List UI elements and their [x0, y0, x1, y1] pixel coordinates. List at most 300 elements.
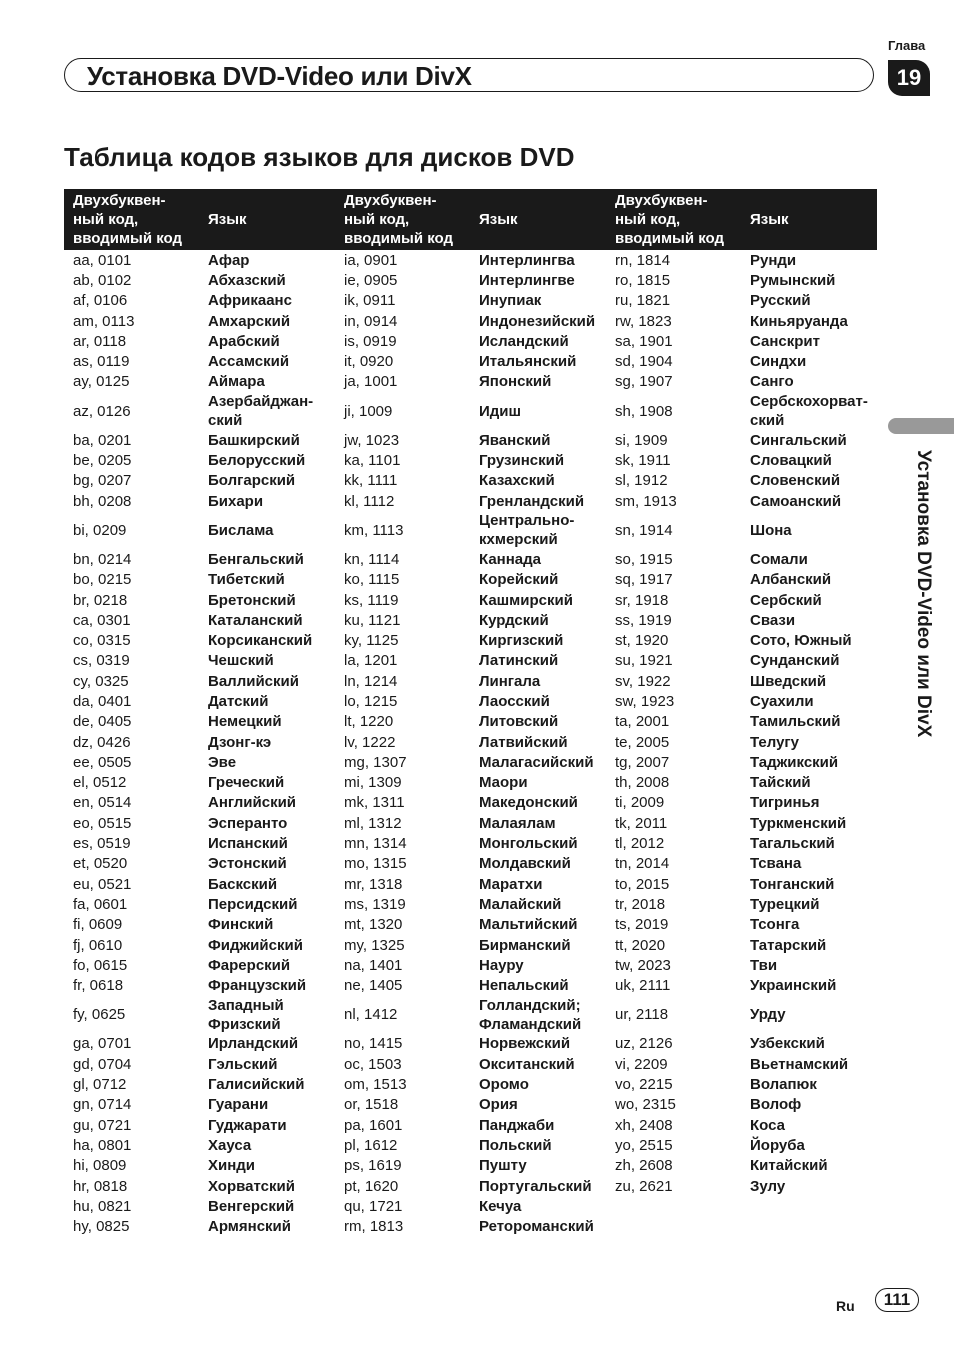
table-row [64, 874, 877, 894]
language-code-cell: sl, 1912 [615, 472, 668, 490]
language-code-cell: mo, 1315 [344, 855, 407, 873]
language-code-cell: ru, 1821 [615, 292, 671, 310]
language-code-cell [606, 1196, 741, 1216]
language-code-cell: hr, 0818 [73, 1177, 128, 1195]
language-code-cell: tg, 2007 [615, 753, 670, 771]
language-code-cell: yo, 2515 [615, 1136, 673, 1154]
language-code-cell: tr, 2018 [615, 895, 666, 913]
header-title: Установка DVD-Video или DivX [87, 61, 472, 91]
language-code-cell: tt, 2020 [615, 936, 666, 954]
language-code-cell: bh, 0208 [73, 492, 132, 510]
language-code-cell: in, 0914 [344, 312, 398, 330]
language-name-cell: Самоанский [750, 492, 842, 510]
language-code-cell: ka, 1101 [344, 452, 401, 470]
language-code-cell: fo, 0615 [73, 956, 128, 974]
language-code-cell: so, 1915 [615, 550, 673, 568]
language-code-cell: sg, 1907 [615, 373, 673, 391]
language-name-cell: Венгерский [208, 1197, 295, 1215]
language-name-cell: Панджаби [479, 1116, 555, 1134]
language-name-cell: Центрально-кхмерский [479, 512, 575, 549]
language-name-cell: Маори [479, 774, 528, 792]
language-code-cell: br, 0218 [73, 591, 128, 609]
language-name-cell: Киньяруанда [750, 312, 848, 330]
language-code-cell: to, 2015 [615, 875, 670, 893]
language-name-cell: Малаялам [479, 814, 556, 832]
language-name-cell: Латинский [479, 652, 559, 670]
language-code-cell: km, 1113 [344, 521, 404, 539]
language-code-cell: gn, 0714 [73, 1096, 132, 1114]
language-name-cell: Валлийский [208, 672, 299, 690]
language-code-cell: ms, 1319 [344, 895, 406, 913]
language-code-cell: lt, 1220 [344, 713, 394, 731]
language-name-cell: Ретороманский [479, 1218, 594, 1236]
language-code-cell: kn, 1114 [344, 550, 400, 568]
language-code-cell: ln, 1214 [344, 672, 398, 690]
language-name-cell: Сомали [750, 550, 808, 568]
language-code-cell: cs, 0319 [73, 652, 130, 670]
table-row [64, 291, 877, 311]
table-row [64, 793, 877, 813]
language-name-cell: Рунди [750, 251, 797, 269]
table-row [64, 1196, 877, 1216]
language-name-cell: Кечуа [479, 1197, 522, 1215]
language-code-cell: hy, 0825 [73, 1218, 130, 1236]
language-code-cell: ia, 0901 [344, 251, 398, 269]
language-code-cell: th, 2008 [615, 774, 670, 792]
language-code-cell: tl, 2012 [615, 835, 665, 853]
language-code-cell: gd, 0704 [73, 1055, 132, 1073]
language-code-cell: cy, 0325 [73, 672, 129, 690]
language-code-cell: mn, 1314 [344, 835, 407, 853]
table-row [64, 372, 877, 392]
language-name-cell: Ирландский [208, 1035, 299, 1053]
language-code-cell: en, 0514 [73, 794, 132, 812]
language-name-cell: Украинский [750, 977, 837, 995]
language-code-cell: sr, 1918 [615, 591, 669, 609]
language-code-cell: ks, 1119 [344, 591, 399, 609]
language-code-cell: be, 0205 [73, 452, 132, 470]
language-name-cell: Голландский; Фламандский [479, 996, 582, 1033]
language-name-cell: Албанский [750, 571, 832, 589]
language-name-cell: Таджикский [750, 753, 839, 771]
language-name-cell: Чешский [208, 652, 274, 670]
language-code-cell: uk, 2111 [615, 977, 671, 995]
language-name-cell: Науру [479, 956, 524, 974]
language-name-cell: Свази [750, 611, 796, 629]
language-name-cell: Бенгальский [208, 550, 304, 568]
language-code-cell: ji, 1009 [344, 402, 393, 420]
language-name-cell: Каталанский [208, 611, 303, 629]
language-name-cell: Гэльский [208, 1055, 278, 1073]
language-code-cell: zh, 2608 [615, 1157, 673, 1175]
table-row [64, 813, 877, 833]
language-name-cell: Финский [208, 916, 274, 934]
table-row [64, 590, 877, 610]
language-name-cell: Зулу [750, 1177, 786, 1195]
language-code-cell: su, 1921 [615, 652, 673, 670]
language-name-cell: Курдский [479, 611, 549, 629]
language-name-cell: Пушту [479, 1157, 527, 1175]
language-code-cell: sk, 1911 [615, 452, 671, 470]
language-code-cell: pa, 1601 [344, 1116, 403, 1134]
language-name-cell: Индонезийский [479, 312, 596, 330]
language-name-cell: Ория [479, 1096, 518, 1114]
language-name-cell: Македонский [479, 794, 578, 812]
language-name-cell: Итальянский [479, 353, 577, 371]
language-code-cell: kl, 1112 [344, 492, 395, 510]
language-code-cell: mr, 1318 [344, 875, 403, 893]
language-name-cell: Волоф [750, 1096, 802, 1114]
language-name-cell: Телугу [750, 733, 800, 751]
language-name-cell: Португальский [479, 1177, 592, 1195]
language-code-cell: mt, 1320 [344, 916, 403, 934]
language-code-table [64, 189, 877, 1237]
language-code-cell: ro, 1815 [615, 271, 671, 289]
table-row [64, 1135, 877, 1155]
language-code-cell: ab, 0102 [73, 271, 132, 289]
language-name-cell: Азербайджан-ский [208, 393, 314, 430]
language-name-cell: Коса [750, 1116, 785, 1134]
table-row [64, 471, 877, 491]
table-row [64, 1095, 877, 1115]
language-name-cell: Турецкий [750, 895, 820, 913]
table-row [64, 570, 877, 590]
language-name-cell: Тибетский [208, 571, 285, 589]
language-code-cell: sa, 1901 [615, 332, 673, 350]
language-name-cell: Бихари [208, 492, 264, 510]
language-code-cell: oc, 1503 [344, 1055, 402, 1073]
language-code-cell: jw, 1023 [344, 431, 400, 449]
table-row [64, 1115, 877, 1135]
language-code-cell: qu, 1721 [344, 1197, 403, 1215]
language-code-cell: am, 0113 [73, 312, 135, 330]
language-code-cell: hu, 0821 [73, 1197, 132, 1215]
language-code-cell: fa, 0601 [73, 895, 128, 913]
page-number: 111 [875, 1288, 919, 1312]
language-code-cell: tw, 2023 [615, 956, 671, 974]
table-row [64, 1156, 877, 1176]
language-code-cell: af, 0106 [73, 292, 128, 310]
language-code-cell: rw, 1823 [615, 312, 672, 330]
language-name-cell: Молдавский [479, 855, 571, 873]
language-name-cell: Аймара [208, 373, 265, 391]
language-name-cell: Дзонг-кэ [208, 733, 272, 751]
column-header-language: Язык [199, 189, 335, 250]
language-name-cell: Английский [208, 794, 297, 812]
language-name-cell: Мальтийский [479, 916, 578, 934]
language-code-cell: sn, 1914 [615, 521, 673, 539]
language-name-cell: Хинди [208, 1157, 256, 1175]
language-name-cell: Тамильский [750, 713, 841, 731]
language-code-cell: eo, 0515 [73, 814, 132, 832]
table-row [64, 610, 877, 630]
table-row [64, 651, 877, 671]
column-header-code: Двухбуквен-ный код, вводимый код [64, 189, 199, 250]
language-name-cell: Гренландский [479, 492, 585, 510]
language-code-cell: az, 0126 [73, 402, 131, 420]
language-code-cell: om, 1513 [344, 1076, 407, 1094]
chapter-number: 19 [888, 60, 930, 96]
language-code-cell: el, 0512 [73, 774, 127, 792]
language-name-cell: Сербский [750, 591, 822, 609]
language-name-cell: Санскрит [750, 332, 820, 350]
language-code-cell: ie, 0905 [344, 271, 398, 289]
language-name-cell: Русский [750, 292, 811, 310]
language-code-cell: ee, 0505 [73, 753, 132, 771]
language-name-cell: Словацкий [750, 452, 832, 470]
language-code-cell: lv, 1222 [344, 733, 396, 751]
language-name-cell: Тигринья [750, 794, 820, 812]
language-code-cell: or, 1518 [344, 1096, 399, 1114]
language-name-cell: Суахили [750, 692, 814, 710]
language-code-cell: ml, 1312 [344, 814, 402, 832]
language-name-cell: Африкаанс [208, 292, 292, 310]
language-name-cell: Сингальский [750, 431, 847, 449]
table-row [64, 511, 877, 549]
table-row [64, 935, 877, 955]
language-code-cell: de, 0405 [73, 713, 132, 731]
language-code-cell: no, 1415 [344, 1035, 403, 1053]
language-name-cell: Татарский [750, 936, 827, 954]
language-name-cell: Хорватский [208, 1177, 295, 1195]
language-code-cell: as, 0119 [73, 353, 130, 371]
language-name-cell: Датский [208, 692, 269, 710]
language-name-cell: Каннада [479, 550, 542, 568]
language-code-cell: la, 1201 [344, 652, 398, 670]
language-code-cell: mk, 1311 [344, 794, 405, 812]
language-name-cell: Вьетнамский [750, 1055, 849, 1073]
language-name-cell: Испанский [208, 835, 288, 853]
language-name-cell: Японский [479, 373, 552, 391]
language-name-cell: Персидский [208, 895, 298, 913]
language-name-cell: Корейский [479, 571, 559, 589]
language-code-cell: pt, 1620 [344, 1177, 399, 1195]
table-row [64, 712, 877, 732]
language-code-cell: na, 1401 [344, 956, 403, 974]
language-name-cell: Бретонский [208, 591, 296, 609]
language-name-cell: Румынский [750, 271, 836, 289]
table-row [64, 311, 877, 331]
table-row [64, 773, 877, 793]
language-code-cell: fi, 0609 [73, 916, 123, 934]
language-code-cell: ss, 1919 [615, 611, 672, 629]
language-code-cell: rm, 1813 [344, 1218, 404, 1236]
language-name-cell: Баскский [208, 875, 278, 893]
language-code-cell: es, 0519 [73, 835, 131, 853]
language-name-cell: Тсвана [750, 855, 802, 873]
language-name-cell: Литовский [479, 713, 559, 731]
language-name-cell: Киргизский [479, 632, 564, 650]
language-name-cell: Узбекский [750, 1035, 825, 1053]
language-name-cell: Греческий [208, 774, 285, 792]
language-code-cell: ba, 0201 [73, 431, 132, 449]
language-name-cell: Тагальский [750, 835, 835, 853]
table-row [64, 1176, 877, 1196]
language-name-cell: Эсперанто [208, 814, 288, 832]
language-code-cell: co, 0315 [73, 632, 131, 650]
table-row [64, 430, 877, 450]
header-bar [64, 58, 874, 92]
table-row [64, 691, 877, 711]
language-name-cell: Абхазский [208, 271, 286, 289]
language-name-cell: Непальский [479, 977, 569, 995]
language-name-cell: Волапюк [750, 1076, 817, 1094]
table-row [64, 833, 877, 853]
language-name-cell [741, 1196, 877, 1216]
language-code-cell: wo, 2315 [615, 1096, 676, 1114]
language-name-cell: Синдхи [750, 353, 807, 371]
language-name-cell: Башкирский [208, 431, 300, 449]
language-name-cell: Исландский [479, 332, 569, 350]
language-name-cell: Афар [208, 251, 250, 269]
language-name-cell: Казахский [479, 472, 555, 490]
language-code-cell: ik, 0911 [344, 292, 396, 310]
language-code-cell: st, 1920 [615, 632, 669, 650]
language-code-cell: sv, 1922 [615, 672, 671, 690]
language-name-cell: Тсонга [750, 916, 800, 934]
language-code-cell: et, 0520 [73, 855, 128, 873]
language-code-cell: ha, 0801 [73, 1136, 132, 1154]
language-name-cell: Польский [479, 1136, 552, 1154]
language-name-cell: Корсиканский [208, 632, 313, 650]
language-code-cell: mg, 1307 [344, 753, 407, 771]
language-name-cell: Грузинский [479, 452, 565, 470]
language-code-cell: sq, 1917 [615, 571, 673, 589]
language-name-cell: Хауса [208, 1136, 252, 1154]
language-name-cell: Эве [208, 753, 237, 771]
language-code-cell: ts, 2019 [615, 916, 669, 934]
language-code-cell: dz, 0426 [73, 733, 131, 751]
language-code-cell: te, 2005 [615, 733, 670, 751]
table-row [64, 1074, 877, 1094]
language-code-cell: ko, 1115 [344, 571, 400, 589]
language-code-cell: sh, 1908 [615, 402, 673, 420]
language-code-cell: aa, 0101 [73, 251, 132, 269]
language-name-cell: Галисийский [208, 1076, 305, 1094]
language-code-cell: ti, 2009 [615, 794, 665, 812]
table-row [64, 752, 877, 772]
language-name-cell: Интерлингва [479, 251, 575, 269]
language-name-cell: Бирманский [479, 936, 571, 954]
column-header-language: Язык [470, 189, 606, 250]
language-name-cell: Фиджийский [208, 936, 303, 954]
table-header-row [64, 189, 877, 250]
language-name-cell: Сербскохорват-ский [750, 393, 868, 430]
language-name-cell: Яванский [479, 431, 551, 449]
language-code-cell: fy, 0625 [73, 1006, 126, 1024]
language-code-cell: bg, 0207 [73, 472, 132, 490]
language-code-cell: ga, 0701 [73, 1035, 132, 1053]
language-name-cell: Западный Фризский [208, 996, 284, 1033]
table-row [64, 955, 877, 975]
column-header-code: Двухбуквен-ный код, вводимый код [335, 189, 470, 250]
language-name-cell: Армянский [208, 1218, 291, 1236]
language-name-cell: Шона [750, 521, 792, 539]
table-row [64, 1054, 877, 1074]
table-row [64, 549, 877, 569]
table-row [64, 450, 877, 470]
language-code-cell: zu, 2621 [615, 1177, 673, 1195]
language-code-cell: nl, 1412 [344, 1006, 398, 1024]
language-code-cell: it, 0920 [344, 353, 394, 371]
language-code-cell: si, 1909 [615, 431, 668, 449]
language-name-cell: Словенский [750, 472, 841, 490]
language-code-cell: my, 1325 [344, 936, 405, 954]
language-name-cell: Французский [208, 977, 307, 995]
language-code-cell: ta, 2001 [615, 713, 670, 731]
language-code-cell: gl, 0712 [73, 1076, 127, 1094]
table-row [64, 630, 877, 650]
language-code-cell: sw, 1923 [615, 692, 675, 710]
language-name-cell: Кашмирский [479, 591, 573, 609]
language-code-cell: vi, 2209 [615, 1055, 668, 1073]
language-code-cell: bn, 0214 [73, 550, 132, 568]
language-name-cell: Идиш [479, 402, 522, 420]
language-code-cell: bo, 0215 [73, 571, 132, 589]
column-header-code: Двухбуквен-ный код, вводимый код [606, 189, 741, 250]
language-name-cell: Малайский [479, 895, 562, 913]
language-name-cell: Лаосский [479, 692, 550, 710]
table-row [64, 976, 877, 996]
table-row [64, 250, 877, 270]
language-code-cell: bi, 0209 [73, 521, 127, 539]
language-name-cell: Монгольский [479, 835, 578, 853]
table-row [64, 351, 877, 371]
table-row [64, 1216, 877, 1236]
table-row [64, 392, 877, 430]
language-name-cell: Амхарский [208, 312, 291, 330]
table-row [64, 732, 877, 752]
language-code-cell: ku, 1121 [344, 611, 401, 629]
language-name-cell: Фарерский [208, 956, 291, 974]
side-section-label: Установка DVD-Video или DivX [913, 450, 934, 738]
language-name-cell: Тайский [750, 774, 811, 792]
language-code-cell: ja, 1001 [344, 373, 398, 391]
column-header-language: Язык [741, 189, 877, 250]
language-code-cell: ca, 0301 [73, 611, 131, 629]
language-code-cell: ps, 1619 [344, 1157, 402, 1175]
language-code-cell: vo, 2215 [615, 1076, 673, 1094]
language-code-cell: ay, 0125 [73, 373, 130, 391]
table-row [64, 270, 877, 290]
language-code-cell: fj, 0610 [73, 936, 123, 954]
language-name-cell: Немецкий [208, 713, 282, 731]
page-title: Таблица кодов языков для дисков DVD [64, 142, 575, 172]
language-code-cell: ky, 1125 [344, 632, 399, 650]
side-tab-marker [888, 418, 954, 434]
language-name-cell [741, 1216, 877, 1236]
language-code-cell: mi, 1309 [344, 774, 402, 792]
language-name-cell: Тонганский [750, 875, 835, 893]
table-row [64, 1034, 877, 1054]
language-name-cell: Малагасийский [479, 753, 594, 771]
language-name-cell: Санго [750, 373, 794, 391]
language-name-cell: Интерлингве [479, 271, 575, 289]
language-code-cell: da, 0401 [73, 692, 132, 710]
language-code-cell: rn, 1814 [615, 251, 671, 269]
language-code-cell: tk, 2011 [615, 814, 668, 832]
language-code-cell [606, 1216, 741, 1236]
footer-language: Ru [836, 1298, 855, 1314]
language-code-cell: hi, 0809 [73, 1157, 127, 1175]
language-code-cell: lo, 1215 [344, 692, 398, 710]
language-name-cell: Китайский [750, 1157, 828, 1175]
language-code-cell: tn, 2014 [615, 855, 670, 873]
language-code-cell: eu, 0521 [73, 875, 132, 893]
language-code-cell: sm, 1913 [615, 492, 677, 510]
language-name-cell: Сото, Южный [750, 632, 852, 650]
language-name-cell: Сунданский [750, 652, 840, 670]
